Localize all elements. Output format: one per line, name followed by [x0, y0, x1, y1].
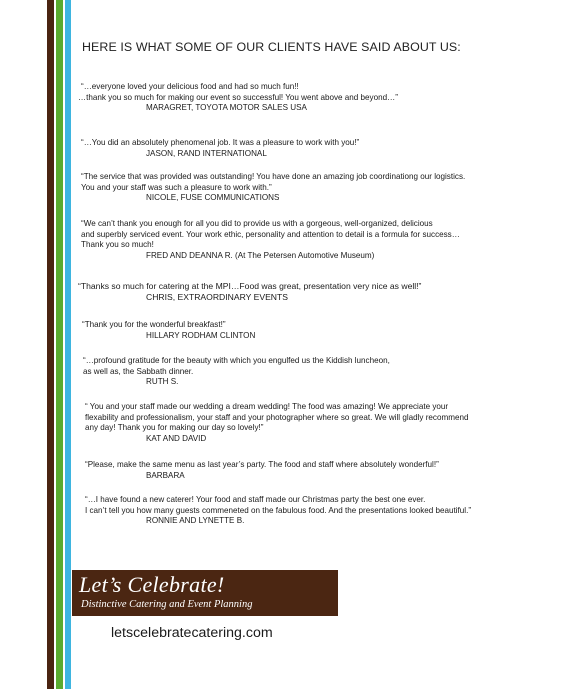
testimonial-author: RUTH S. [146, 377, 179, 387]
quote-line: You and your staff was such a pleasure to work with.” [81, 182, 272, 192]
testimonial-author: KAT AND DAVID [146, 433, 207, 443]
testimonial [78, 138, 558, 159]
brown-stripe [47, 0, 54, 689]
brand-logo-title: Let’s Celebrate! [79, 572, 225, 597]
brand-tagline: Distinctive Catering and Event Planning [81, 599, 253, 610]
green-stripe [56, 0, 63, 689]
testimonial [78, 320, 558, 341]
testimonial-author: BARBARA [146, 470, 185, 480]
quote-line: …thank you so much for making our event so successful! You went above and beyond…” [78, 92, 398, 102]
page-heading: HERE IS WHAT SOME OF OUR CLIENTS HAVE SAID ABOUT US: [82, 40, 461, 54]
quote-line: “…everyone loved your delicious food and had so much fun!! [81, 82, 299, 91]
testimonial [78, 495, 558, 527]
testimonial [78, 356, 558, 388]
testimonial-author: FRED AND DEANNA R. (At The Petersen Automotive Museum) [146, 250, 375, 260]
quote-line: Thank you so much! [81, 240, 154, 250]
quote-line: “Thank you for the wonderful breakfast!” [82, 320, 226, 329]
quote-line: “ You and your staff made our wedding a dream wedding! The food was amazing! We appreciate your [85, 402, 449, 411]
quote-line: as well as, the Sabbath dinner. [83, 366, 194, 376]
testimonial-author: RONNIE AND LYNETTE B. [146, 516, 245, 526]
testimonial [78, 219, 558, 261]
quote-line: “…I have found a new caterer! Your food and staff made our Christmas party the best one ever. [85, 495, 426, 504]
quote-line: “Please, make the same menu as last year’s party. The food and staff where absolutely wonderful!” [85, 460, 439, 469]
quote-line: “Thanks so much for catering at the MPI…Food was great, presentation very nice as well!” [78, 281, 422, 291]
testimonial-author: NICOLE, FUSE COMMUNICATIONS [146, 193, 280, 203]
website-link[interactable]: letscelebratecatering.com [111, 625, 273, 641]
quote-line: “…You did an absolutely phenomenal job. It was a pleasure to work with you!” [81, 138, 360, 147]
blue-stripe [65, 0, 71, 689]
quote-line: “We can’t thank you enough for all you did to provide us with a gorgeous, well-organized, delicious [81, 219, 433, 228]
testimonial [78, 460, 558, 481]
testimonial [78, 82, 558, 114]
quote-line: any day! Thank you for making our day so lovely!” [85, 423, 264, 433]
testimonial-author: CHRIS, EXTRAORDINARY EVENTS [146, 291, 288, 302]
brand-banner [72, 570, 338, 616]
quote-line: “The service that was provided was outstanding! You have done an amazing job coordinationg our logistics. [81, 172, 466, 181]
quote-line: I can’t tell you how many guests commeneted on the fabulous food. And the presentations looked beautiful.” [85, 505, 472, 515]
testimonial [78, 281, 558, 302]
testimonial-author: MARAGRET, TOYOTA MOTOR SALES USA [146, 103, 307, 113]
testimonial-author: HILLARY RODHAM CLINTON [146, 330, 256, 340]
testimonial [78, 172, 558, 204]
quote-line: flexability and professionalism, your staff and your photographer where so great. We will gladly recommend [85, 412, 469, 422]
quote-line: and superbly serviced event. Your work ethic, personality and attention to detail is a formula for success… [81, 229, 460, 239]
quote-line: “…profound gratitude for the beauty with which you engulfed us the Kiddish luncheon, [83, 356, 390, 365]
testimonial [78, 402, 558, 444]
testimonial-author: JASON, RAND INTERNATIONAL [146, 148, 267, 158]
